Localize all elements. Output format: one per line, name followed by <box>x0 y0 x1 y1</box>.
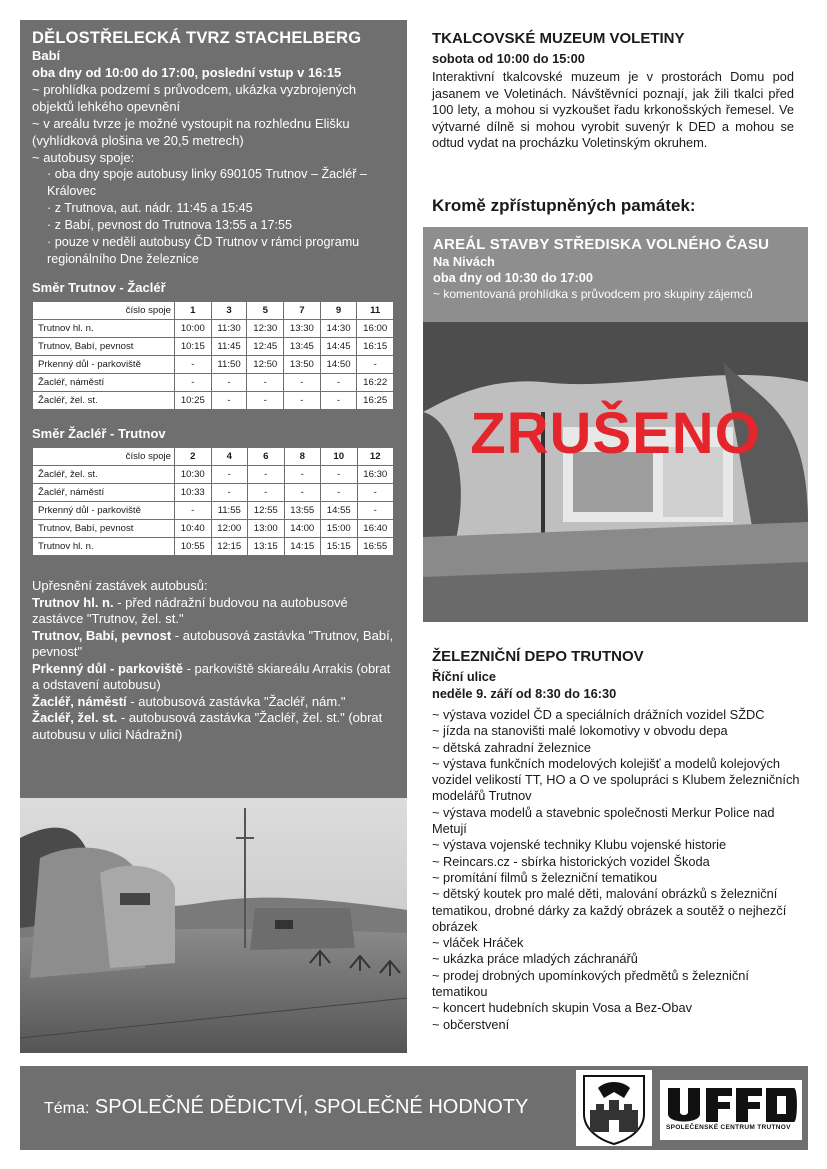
stachelberg-line: ~ autobusy spoje: <box>32 150 135 165</box>
stop-desc: - autobusová zastávka "Trutnov, Babí, pevnost" <box>32 627 394 659</box>
table-cell: 13:00 <box>248 520 285 538</box>
bus-item: · z Babí, pevnost do Trutnova 13:55 a 17:55 <box>47 218 293 232</box>
table-cell: 12:00 <box>211 520 248 538</box>
table-cell: - <box>284 392 321 410</box>
cancelled-stamp: ZRUŠENO <box>470 401 761 466</box>
table-cell: 11 <box>357 302 394 320</box>
table-cell: - <box>357 502 394 520</box>
table-cell: 14:45 <box>320 338 357 356</box>
stop-desc: - autobusová zastávka "Žacléř, žel. st." (obrat autobusu v ulici Nádražní) <box>32 710 383 742</box>
areal-panel <box>423 227 808 622</box>
stachelberg-line: ~ v areálu tvrze je možné vystoupit na rozhlednu Elišku (vyhlídková plošina ve 20,5 metrech) <box>32 116 350 148</box>
table-cell: 10 <box>321 448 358 466</box>
table-cell: 8 <box>284 448 321 466</box>
table-cell: 10:15 <box>175 338 212 356</box>
stachelberg-panel <box>20 20 407 798</box>
table-row <box>33 338 394 356</box>
stop-name: Žacléř, žel. st. <box>32 710 118 725</box>
table-cell: 5 <box>247 302 284 320</box>
table-cell: - <box>247 392 284 410</box>
table-cell: 16:25 <box>357 392 394 410</box>
stop-name: Žacléř, náměstí <box>32 693 127 709</box>
table-cell: - <box>357 484 394 502</box>
stop-desc: - před nádražní budovou na autobusové zastávce "Trutnov, žel. st." <box>32 594 348 626</box>
table-cell: - <box>175 502 212 520</box>
table-row <box>33 520 394 538</box>
table-cell: Žacléř, žel. st. <box>33 392 175 410</box>
areal-hours: oba dny od 10:30 do 17:00 <box>433 270 594 285</box>
table-cell: 6 <box>248 448 285 466</box>
table-cell: Prkenný důl - parkoviště <box>33 502 175 520</box>
table-cell: - <box>321 484 358 502</box>
depo-date: neděle 9. září od 8:30 do 16:30 <box>432 686 617 701</box>
table-cell: - <box>211 484 248 502</box>
stops-note-heading: Upřesnění zastávek autobusů: <box>32 578 208 593</box>
table-cell: - <box>320 392 357 410</box>
table-cell: - <box>320 374 357 392</box>
table-row <box>33 392 394 410</box>
table-cell: - <box>357 356 394 374</box>
table-cell: 12:30 <box>247 320 284 338</box>
table-cell: 11:55 <box>211 502 248 520</box>
table-row <box>33 538 394 556</box>
table-cell: 13:55 <box>284 502 321 520</box>
areal-text: ~ komentovaná prohlídka s průvodcem pro skupiny zájemců <box>433 287 753 301</box>
table-cell: - <box>211 374 247 392</box>
list-item: ~ prodej drobných upomínkových předmětů s železniční tematikou <box>432 967 749 1000</box>
areal-photo <box>423 322 808 622</box>
logo-subtitle: SPOLEČENSKÉ CENTRUM TRUTNOV <box>666 1124 791 1131</box>
table-cell: Žacléř, žel. st. <box>33 466 175 484</box>
table-cell: 1 <box>175 302 212 320</box>
table-cell: - <box>284 484 321 502</box>
stop-note-item <box>32 628 395 661</box>
table-cell: 9 <box>320 302 357 320</box>
table-cell: 14:55 <box>321 502 358 520</box>
list-item: ~ koncert hudebních skupin Vosa a Bez-Obav <box>432 1000 693 1016</box>
table-cell: - <box>247 374 284 392</box>
table-cell: 10:55 <box>175 538 212 556</box>
table-cell: 11:45 <box>211 338 247 356</box>
table-cell: Žacléř, náměstí <box>33 484 175 502</box>
footer <box>20 1066 808 1150</box>
list-item: ~ občerstvení <box>432 1016 510 1032</box>
table-cell: - <box>321 466 358 484</box>
table-row <box>33 484 394 502</box>
table-row <box>33 374 394 392</box>
table-cell: - <box>175 374 212 392</box>
table-cell: - <box>211 392 247 410</box>
stop-note-item <box>32 595 395 628</box>
table-cell: Trutnov hl. n. <box>33 538 175 556</box>
depo-location: Říční ulice <box>432 669 497 684</box>
table-cell: 16:55 <box>357 538 394 556</box>
stops-note <box>32 578 395 743</box>
table-cell: 3 <box>211 302 247 320</box>
bunker-photo <box>20 798 407 1053</box>
table-cell: - <box>211 466 248 484</box>
list-item: ~ výstava vojenské techniky Klubu vojenské historie <box>432 837 727 853</box>
museum-hours: sobota od 10:00 do 15:00 <box>432 51 585 66</box>
museum-text: Interaktivní tkalcovské muzeum je v prostorách Domu pod jasanem ve Voletinách. Návštěvníci poznají, jak žili tkalci před 100 lety, a mohou si vyzkoušet řadu krkonošských řemesel. Ve výtvarné dílně si mohou vyrobit suvenýr k DED a mohou se odtud vydat na procházku Voletinským okruhem. <box>432 69 794 150</box>
table-header-label: číslo spoje <box>33 448 175 466</box>
areal-header <box>433 235 803 302</box>
theme-text: SPOLEČNÉ DĚDICTVÍ, SPOLEČNÉ HODNOTY <box>94 1096 529 1118</box>
table-cell: 12:45 <box>247 338 284 356</box>
table-cell: 2 <box>175 448 212 466</box>
table-cell: Trutnov hl. n. <box>33 320 175 338</box>
bus-item: · oba dny spoje autobusy linky 690105 Trutnov – Žacléř – Královec <box>47 167 367 198</box>
theme-label: Téma: <box>44 1100 90 1117</box>
table-row <box>33 502 394 520</box>
table-cell: 14:30 <box>320 320 357 338</box>
table-cell: 10:00 <box>175 320 212 338</box>
table-cell: 7 <box>284 302 321 320</box>
list-item: ~ promítání filmů s železniční tematikou <box>432 869 658 885</box>
stop-name: Prkenný důl - parkoviště <box>32 660 183 676</box>
table-cell: 10:25 <box>175 392 212 410</box>
list-item: ~ vláček Hráček <box>432 935 524 951</box>
table-cell: 13:45 <box>284 338 321 356</box>
table-cell: 11:50 <box>211 356 247 374</box>
areal-location: Na Nivách <box>433 254 495 269</box>
table-cell: 10:40 <box>175 520 212 538</box>
table-cell: 15:15 <box>321 538 358 556</box>
list-item: ~ výstava modelů a stavebnic společnosti Merkur Police nad Metují <box>432 804 775 837</box>
schedule2-table <box>32 447 394 556</box>
stop-name: Trutnov hl. n. <box>32 594 114 610</box>
list-item: ~ dětská zahradní železnice <box>432 739 591 755</box>
uffo-logo-icon <box>660 1080 802 1140</box>
table-cell: Trutnov, Babí, pevnost <box>33 338 175 356</box>
table-cell: 12 <box>357 448 394 466</box>
table-cell: - <box>248 466 285 484</box>
list-item: ~ výstava vozidel ČD a speciálních drážních vozidel SŽDC <box>432 707 765 722</box>
footer-theme <box>44 1096 528 1119</box>
list-item: ~ Reincars.cz - sbírka historických vozidel Škoda <box>432 853 710 869</box>
table-cell: 16:22 <box>357 374 394 392</box>
table-cell: 16:40 <box>357 520 394 538</box>
table-cell: Žacléř, náměstí <box>33 374 175 392</box>
table-cell: 16:00 <box>357 320 394 338</box>
stop-note-item <box>32 710 395 743</box>
bus-item: · pouze v neděli autobusy ČD Trutnov v rámci programu regionálního Dne železnice <box>47 235 360 266</box>
stop-desc: - autobusová zastávka "Žacléř, nám." <box>126 693 346 709</box>
list-item: ~ dětský koutek pro malé děti, malování obrázků s železniční tematikou, drobné dárky za každý obrázek a soutěž o nejhezčí obrázek <box>432 886 787 934</box>
table-cell: 15:00 <box>321 520 358 538</box>
table-cell: - <box>284 466 321 484</box>
table-cell: 13:30 <box>284 320 321 338</box>
bus-item: · z Trutnova, aut. nádr. 11:45 a 15:45 <box>47 201 253 215</box>
list-item: ~ výstava funkčních modelových kolejišť a modelů kolejových vozidel velikostí TT, HO a O ve spolupráci s Klubem železničních modelářů Trutnov <box>432 755 800 804</box>
depo-list <box>432 707 802 1033</box>
stop-note-item <box>32 694 395 711</box>
table-cell: - <box>248 484 285 502</box>
bus-list <box>32 166 395 268</box>
table-cell: 12:15 <box>211 538 248 556</box>
table-row <box>33 356 394 374</box>
stop-note-item <box>32 661 395 694</box>
table-cell: 12:55 <box>248 502 285 520</box>
table-cell: 16:30 <box>357 466 394 484</box>
depo-title: ŽELEZNIČNÍ DEPO TRUTNOV <box>432 648 644 665</box>
table-row <box>33 448 394 466</box>
table-row <box>33 320 394 338</box>
trutnov-crest-icon <box>576 1070 652 1146</box>
table-cell: 14:15 <box>284 538 321 556</box>
table-cell: Trutnov, Babí, pevnost <box>33 520 175 538</box>
stachelberg-location: Babí <box>32 48 61 63</box>
list-item: ~ jízda na stanovišti malé lokomotivy v obvodu depa <box>432 723 728 739</box>
stop-name: Trutnov, Babí, pevnost <box>32 627 172 643</box>
stop-desc: - parkoviště skiareálu Arrakis (obrat a odstavení autobusu) <box>32 660 391 692</box>
extra-heading: Kromě zpřístupněných památek: <box>432 196 696 215</box>
schedule2-title: Směr Žacléř - Trutnov <box>32 426 166 441</box>
table-cell: 10:33 <box>175 484 212 502</box>
table-cell: - <box>175 356 212 374</box>
list-item: ~ ukázka práce mladých záchranářů <box>432 951 638 967</box>
table-cell: 4 <box>211 448 248 466</box>
table-cell: 12:50 <box>247 356 284 374</box>
table-cell: 16:15 <box>357 338 394 356</box>
museum-title: TKALCOVSKÉ MUZEUM VOLETINY <box>432 30 685 47</box>
areal-title: AREÁL STAVBY STŘEDISKA VOLNÉHO ČASU <box>433 236 770 253</box>
table-cell: - <box>284 374 321 392</box>
schedule1-title: Směr Trutnov - Žacléř <box>32 280 166 295</box>
table-cell: 13:50 <box>284 356 321 374</box>
table-row <box>33 302 394 320</box>
table-cell: 13:15 <box>248 538 285 556</box>
schedule1-table <box>32 301 394 410</box>
table-cell: 11:30 <box>211 320 247 338</box>
stachelberg-hours: oba dny od 10:00 do 17:00, poslední vstup v 16:15 <box>32 65 342 80</box>
table-cell: Prkenný důl - parkoviště <box>33 356 175 374</box>
table-header-label: číslo spoje <box>33 302 175 320</box>
table-cell: 14:50 <box>320 356 357 374</box>
stachelberg-line: ~ prohlídka podzemí s průvodcem, ukázka vyzbrojených objektů lehkého opevnění <box>32 82 357 114</box>
table-cell: 10:30 <box>175 466 212 484</box>
stachelberg-title: DĚLOSTŘELECKÁ TVRZ STACHELBERG <box>32 29 362 47</box>
table-row <box>33 466 394 484</box>
table-cell: 14:00 <box>284 520 321 538</box>
